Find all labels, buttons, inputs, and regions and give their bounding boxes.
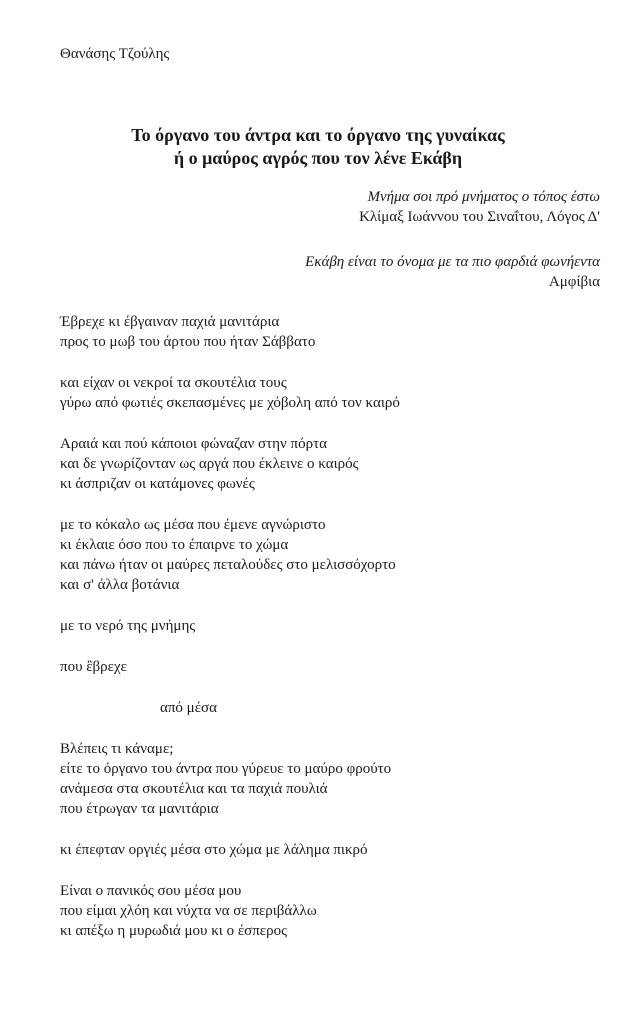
poem-line: Αραιά και πού κάποιοι φώναζαν στην πόρτα bbox=[60, 436, 327, 452]
poem-title-line-1: Το όργανο του άντρα και το όργανο της γυναίκας bbox=[131, 125, 505, 145]
poem-line: που είμαι χλόη και νύχτα να σε περιβάλλω bbox=[60, 903, 317, 919]
epigraph-source: Αμφίβια bbox=[548, 274, 600, 290]
poem-line: γύρω από φωτιές σκεπασμένες με χόβολη από τον καιρό bbox=[60, 395, 400, 411]
stanza bbox=[60, 739, 400, 819]
stanza bbox=[60, 616, 400, 636]
stanza bbox=[60, 698, 400, 718]
epigraph-2 bbox=[305, 252, 600, 292]
poem-line: και σ' άλλα βοτάνια bbox=[60, 577, 180, 593]
poem-line: είτε το όργανο του άντρα που γύρευε το μαύρο φρούτο bbox=[60, 761, 392, 777]
poem-line: προς το μωβ του άρτου που ήταν Σάββατο bbox=[60, 334, 316, 350]
poem-line: κι άσπριζαν οι κατάμονες φωνές bbox=[60, 476, 255, 492]
poem-line-indented: από μέσα bbox=[160, 700, 217, 716]
epigraph-quote: Μνήμα σοι πρό μνήματος ο τόπος έστω bbox=[367, 189, 600, 205]
poem-line: που ἒβρεχε bbox=[60, 659, 127, 675]
poem-line: ανάμεσα στα σκουτέλια και τα παχιά πουλιά bbox=[60, 781, 328, 797]
poem-line: Είναι ο πανικός σου μέσα μου bbox=[60, 883, 242, 899]
poem-line: κι απέξω η μυρωδιά μου κι ο έσπερος bbox=[60, 923, 288, 939]
poem-body bbox=[60, 312, 400, 941]
poem-title-line-2: ή ο μαύρος αγρός που τον λένε Εκάβη bbox=[173, 148, 463, 168]
stanza bbox=[60, 881, 400, 941]
poem-line: Έβρεχε κι έβγαιναν παχιά μανιτάρια bbox=[60, 314, 280, 330]
poem-line: που έτρωγαν τα μανιτάρια bbox=[60, 801, 219, 817]
stanza bbox=[60, 840, 400, 860]
epigraph-1 bbox=[359, 187, 600, 227]
poem-line: κι έκλαιε όσο που το έπαιρνε το χώμα bbox=[60, 537, 289, 553]
stanza bbox=[60, 657, 400, 677]
stanza bbox=[60, 434, 400, 494]
stanza bbox=[60, 515, 400, 595]
poem-line: Βλέπεις τι κάναμε; bbox=[60, 741, 174, 757]
epigraph-quote: Εκάβη είναι το όνομα με τα πιο φαρδιά φωνήεντα bbox=[305, 254, 600, 270]
poem-line: και είχαν οι νεκροί τα σκουτέλια τους bbox=[60, 375, 287, 391]
epigraph-source: Κλίμαξ Ιωάννου του Σιναΐτου, Λόγος Δ' bbox=[359, 209, 600, 225]
stanza bbox=[60, 312, 400, 352]
stanza bbox=[60, 373, 400, 413]
poem-line: και πάνω ήταν οι μαύρες πεταλούδες στο μελισσόχορτο bbox=[60, 557, 396, 573]
poem-line: κι έπεφταν οργιές μέσα στο χώμα με λάλημα πικρό bbox=[60, 842, 368, 858]
author-name: Θανάσης Τζούλης bbox=[60, 46, 170, 62]
poem-line: με το νερό της μνήμης bbox=[60, 618, 196, 634]
poem-line: με το κόκαλο ως μέσα που έμενε αγνώριστο bbox=[60, 517, 326, 533]
poem-line: και δε γνωρίζονταν ως αργά που έκλεινε ο καιρός bbox=[60, 456, 359, 472]
